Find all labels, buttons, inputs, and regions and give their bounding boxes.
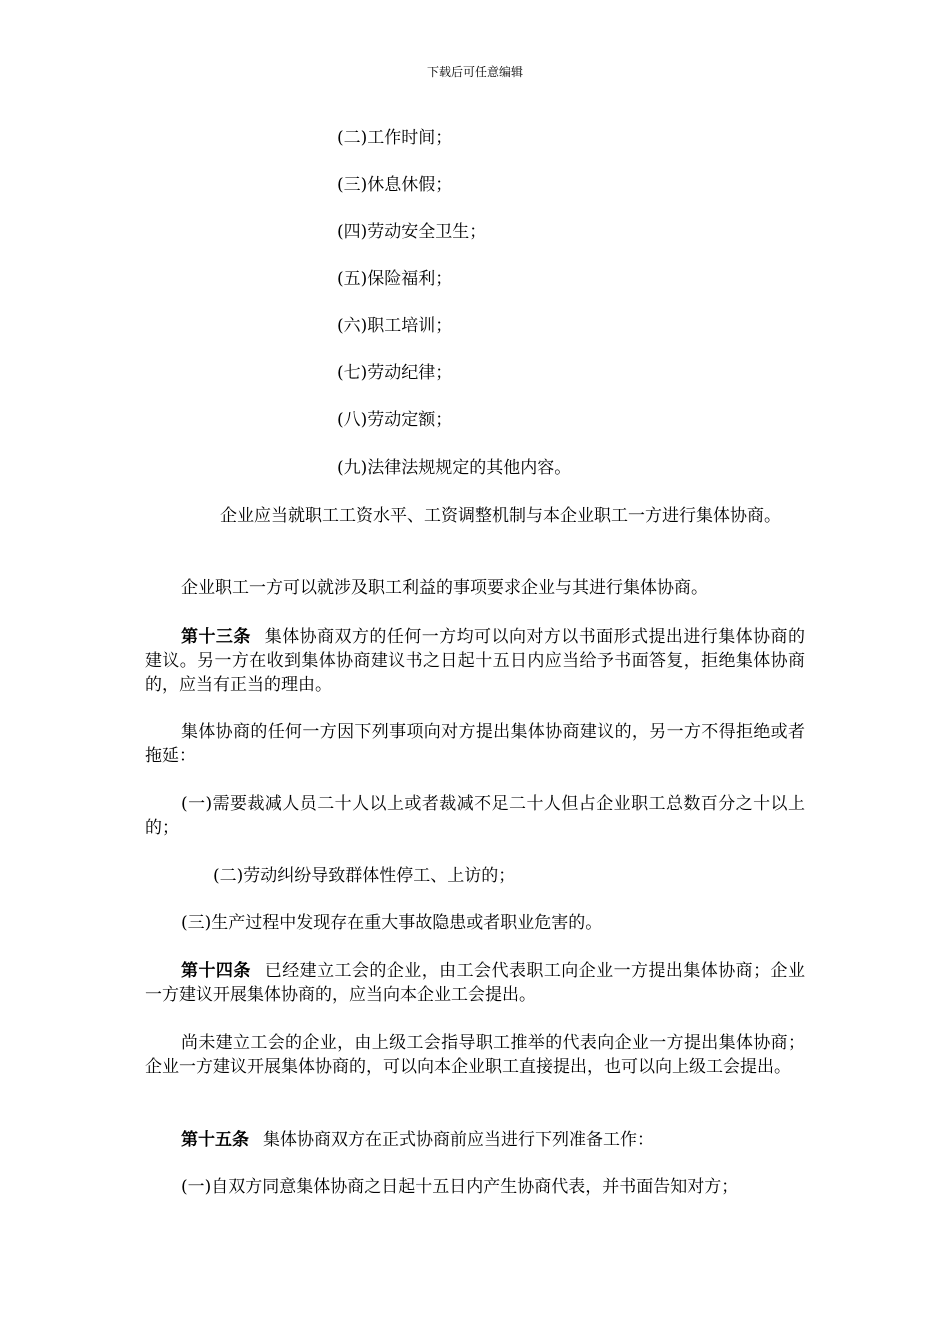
article-14-body: 已经建立工会的企业，由工会代表职工向企业一方提出集体协商；企业一方建议开展集体协商的，应当向本企业工会提出。 [145, 961, 805, 1005]
article-14 [145, 959, 805, 1007]
list-item-3: (三)休息休假； [337, 175, 453, 195]
paragraph-item-3-hazards: (三)生产过程中发现存在重大事故隐患或者职业危害的。 [181, 913, 603, 933]
paragraph-prep-item-1: (一)自双方同意集体协商之日起十五日内产生协商代表，并书面告知对方； [181, 1177, 739, 1197]
list-item-8: (八)劳动定额； [337, 410, 453, 430]
article-13-heading: 第十三条 [181, 627, 251, 647]
article-15-body: 集体协商双方在正式协商前应当进行下列准备工作： [263, 1130, 654, 1150]
list-item-6: (六)职工培训； [337, 316, 453, 336]
list-item-2: (二)工作时间； [337, 128, 453, 148]
paragraph-item-2-disputes: (二)劳动纠纷导致群体性停工、上访的； [213, 866, 516, 886]
article-15 [145, 1128, 805, 1152]
list-item-4: (四)劳动安全卫生； [337, 222, 487, 242]
paragraph-wage-negotiation: 企业应当就职工工资水平、工资调整机制与本企业职工一方进行集体协商。 [220, 506, 781, 526]
paragraph-item-1-layoffs: (一)需要裁减人员二十人以上或者裁减不足二十人但占企业职工总数百分之十以上的； [145, 794, 805, 838]
list-item-5: (五)保险福利； [337, 269, 453, 289]
article-14-heading: 第十四条 [181, 961, 251, 981]
list-item-7: (七)劳动纪律； [337, 363, 453, 383]
article-15-heading: 第十五条 [181, 1130, 249, 1150]
article-13 [145, 625, 805, 697]
paragraph-mandatory-negotiation: 集体协商的任何一方因下列事项向对方提出集体协商建议的，另一方不得拒绝或者拖延： [145, 722, 805, 766]
list-item-9: (九)法律法规规定的其他内容。 [337, 458, 572, 478]
paragraph-no-union: 尚未建立工会的企业，由上级工会指导职工推举的代表向企业一方提出集体协商；企业一方建议开展集体协商的，可以向本企业职工直接提出，也可以向上级工会提出。 [145, 1033, 805, 1077]
page-header: 下载后可任意编辑 [426, 65, 523, 79]
paragraph-employee-request: 企业职工一方可以就涉及职工利益的事项要求企业与其进行集体协商。 [181, 578, 708, 598]
article-13-body: 集体协商双方的任何一方均可以向对方以书面形式提出进行集体协商的建议。另一方在收到集体协商建议书之日起十五日内应当给予书面答复，拒绝集体协商的，应当有正当的理由。 [145, 627, 805, 695]
